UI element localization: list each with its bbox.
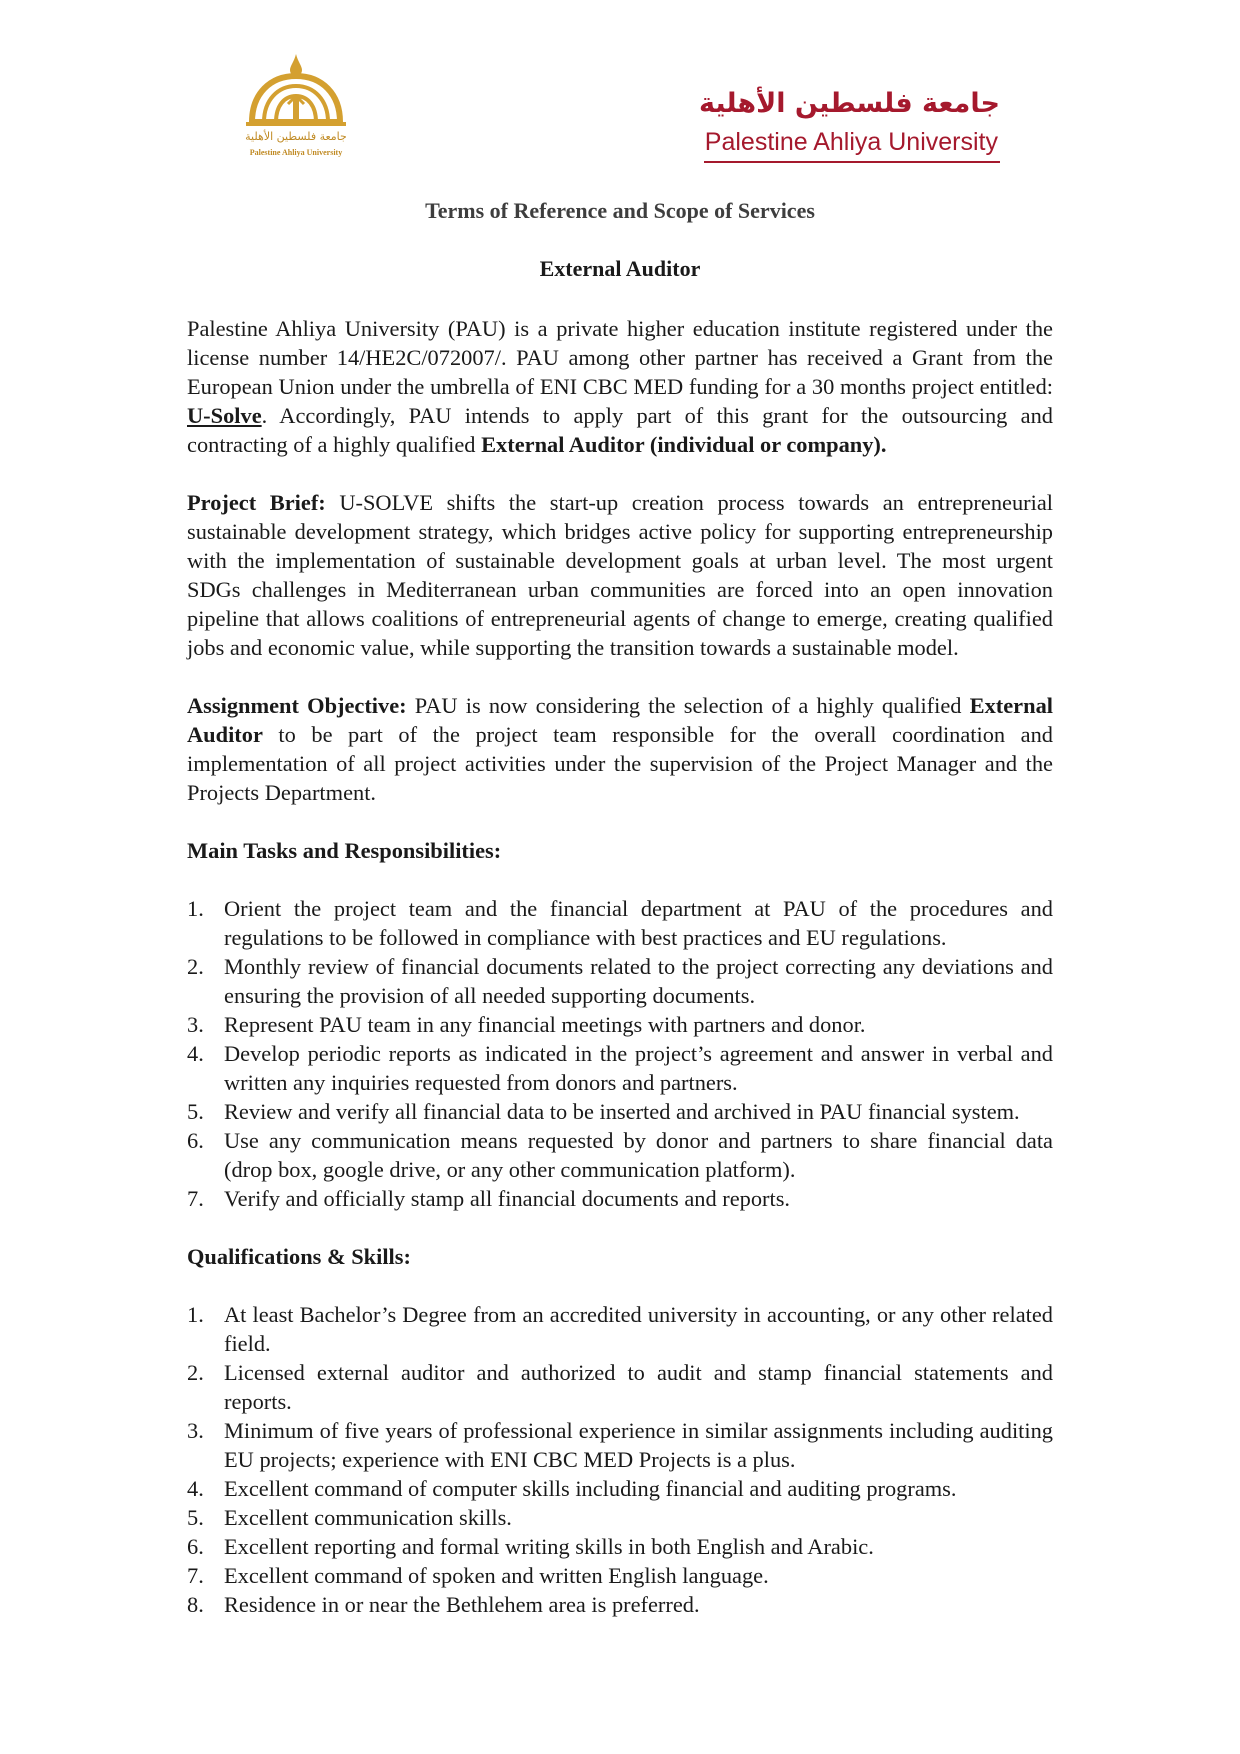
list-number: 4. xyxy=(187,1041,204,1066)
tasks-item-text: Represent PAU team in any financial meetings with partners and donor. xyxy=(224,1012,866,1037)
list-number: 4. xyxy=(187,1476,204,1501)
tasks-item xyxy=(187,1097,1053,1126)
objective-label: Assignment Objective: xyxy=(187,693,407,718)
list-number: 6. xyxy=(187,1128,204,1153)
wordmark-arabic: جامعة فلسطين الأهلية xyxy=(698,88,1000,119)
tasks-list xyxy=(187,894,1053,1213)
tasks-item-text: Orient the project team and the financial department at PAU of the procedures and regulations to be followed in compliance with best practices and EU regulations. xyxy=(224,896,1053,950)
list-number: 7. xyxy=(187,1186,204,1211)
list-number: 1. xyxy=(187,896,204,921)
intro-text-1: Palestine Ahliya University (PAU) is a private higher education institute registered under the license number 14/HE2C/072007/. PAU among other partner has received a Grant from the European Union under the umbrella of ENI CBC MED funding for a 30 months project entitled: xyxy=(187,316,1053,399)
tasks-item xyxy=(187,894,1053,952)
logo-caption-arabic: جامعة فلسطين الأهلية xyxy=(245,130,347,143)
wordmark-english: Palestine Ahliya University xyxy=(704,128,998,156)
objective-role: External Auditor xyxy=(187,693,1053,747)
qualifications-item-text: Licensed external auditor and authorized to audit and stamp financial statements and reports. xyxy=(224,1360,1053,1414)
wordmark-underline xyxy=(704,161,1000,163)
project-brief-paragraph xyxy=(187,488,1053,662)
intro-paragraph xyxy=(187,314,1053,459)
intro-text-2: . Accordingly, PAU intends to apply part of this grant for the outsourcing and contracting of a highly qualified xyxy=(187,403,1053,457)
list-number: 2. xyxy=(187,954,204,979)
list-number: 5. xyxy=(187,1099,204,1124)
qualifications-item xyxy=(187,1300,1053,1358)
list-number: 3. xyxy=(187,1012,204,1037)
logo-caption-english: Palestine Ahliya University xyxy=(249,148,343,157)
tasks-heading: Main Tasks and Responsibilities: xyxy=(187,838,502,863)
list-number: 2. xyxy=(187,1360,204,1385)
tasks-item-text: Develop periodic reports as indicated in the project’s agreement and answer in verbal and written any inquiries requested from donors and partners. xyxy=(224,1041,1053,1095)
tasks-item xyxy=(187,1010,1053,1039)
qualifications-item-text: Excellent communication skills. xyxy=(224,1505,512,1530)
qualifications-item-text: Excellent command of computer skills including financial and auditing programs. xyxy=(224,1476,957,1501)
document-subtitle: External Auditor xyxy=(539,256,701,281)
list-number: 7. xyxy=(187,1563,204,1588)
qualifications-item xyxy=(187,1503,1053,1532)
tasks-item-text: Use any communication means requested by donor and partners to share financial data (drop box, google drive, or any other communication platform). xyxy=(224,1128,1053,1182)
tasks-item xyxy=(187,952,1053,1010)
qualifications-item xyxy=(187,1358,1053,1416)
qualifications-item-text: Minimum of five years of professional experience in similar assignments including auditing EU projects; experience with ENI CBC MED Projects is a plus. xyxy=(224,1418,1053,1472)
assignment-objective-paragraph xyxy=(187,691,1053,807)
objective-text-1: PAU is now considering the selection of a highly qualified xyxy=(406,693,970,718)
tasks-item xyxy=(187,1039,1053,1097)
document-title: Terms of Reference and Scope of Services xyxy=(425,198,815,223)
tasks-item xyxy=(187,1184,1053,1213)
project-brief-label: Project Brief: xyxy=(187,490,326,515)
tasks-item xyxy=(187,1126,1053,1184)
dome-logo-icon xyxy=(240,52,352,132)
list-number: 5. xyxy=(187,1505,204,1530)
university-wordmark xyxy=(700,88,1000,168)
project-name: U-Solve xyxy=(187,403,262,428)
tasks-item-text: Review and verify all financial data to be inserted and archived in PAU financial system. xyxy=(224,1099,1020,1124)
page-header xyxy=(0,0,1240,175)
list-number: 8. xyxy=(187,1592,204,1617)
qualifications-item xyxy=(187,1561,1053,1590)
qualifications-item-text: At least Bachelor’s Degree from an accredited university in accounting, or any other related field. xyxy=(224,1302,1053,1356)
project-brief-text: U-SOLVE shifts the start-up creation process towards an entrepreneurial sustainable development strategy, which bridges active policy for supporting entrepreneurship with the implementation of sustainable development goals at urban level. The most urgent SDGs challenges in Mediterranean urban communities are forced into an open innovation pipeline that allows coalitions of entrepreneurial agents of change to emerge, creating qualified jobs and economic value, while supporting the transition towards a sustainable model. xyxy=(187,490,1053,660)
intro-role: External Auditor (individual or company). xyxy=(481,432,887,457)
qualifications-item xyxy=(187,1532,1053,1561)
qualifications-item xyxy=(187,1474,1053,1503)
qualifications-heading: Qualifications & Skills: xyxy=(187,1244,411,1269)
qualifications-item-text: Residence in or near the Bethlehem area is preferred. xyxy=(224,1592,700,1617)
qualifications-item-text: Excellent command of spoken and written English language. xyxy=(224,1563,769,1588)
university-logo xyxy=(240,52,352,170)
tasks-item-text: Verify and officially stamp all financial documents and reports. xyxy=(224,1186,791,1211)
objective-text-2: to be part of the project team responsible for the overall coordination and implementation of all project activities under the supervision of the Project Manager and the Projects Department. xyxy=(187,722,1053,805)
qualifications-list xyxy=(187,1300,1053,1619)
qualifications-item xyxy=(187,1416,1053,1474)
tasks-item-text: Monthly review of financial documents related to the project correcting any deviations and ensuring the provision of all needed supporting documents. xyxy=(224,954,1053,1008)
list-number: 3. xyxy=(187,1418,204,1443)
qualifications-item xyxy=(187,1590,1053,1619)
list-number: 6. xyxy=(187,1534,204,1559)
list-number: 1. xyxy=(187,1302,204,1327)
document-body xyxy=(187,314,1053,1648)
qualifications-item-text: Excellent reporting and formal writing skills in both English and Arabic. xyxy=(224,1534,874,1559)
